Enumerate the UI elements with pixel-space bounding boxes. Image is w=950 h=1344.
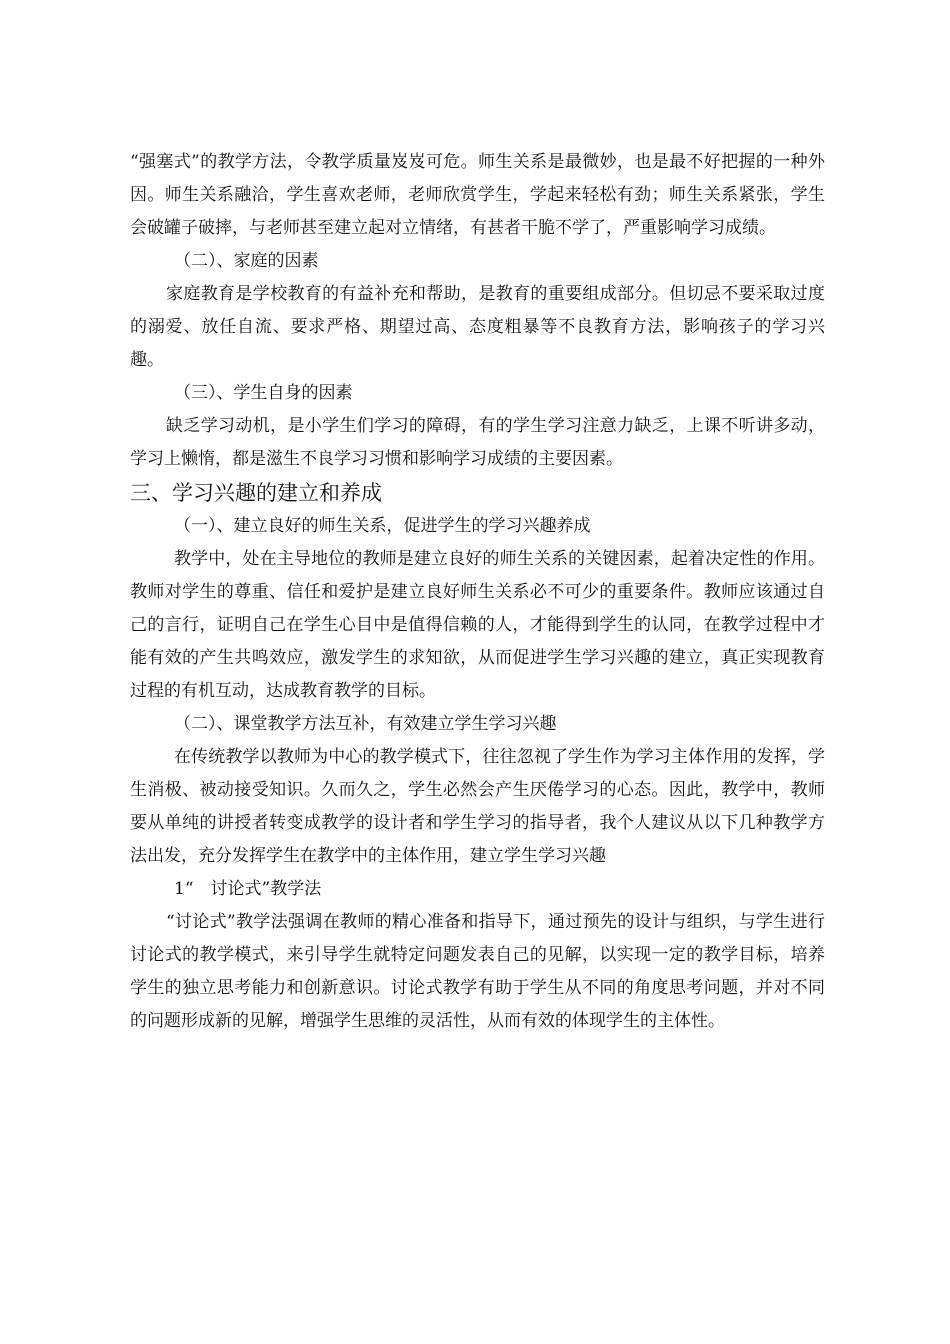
paragraph-discussion-method: “讨论式”教学法强调在教师的精心准备和指导下，通过预先的设计与组织，与学生进行讨论式的教学模式，来引导学生就特定问题发表自己的见解，以实现一定的教学目标，培养学生的独立思考能力和创新意识。讨论式教学有助于学生从不同的角度思考问题，并对不同的问题形成新的见解，增强学生思维的灵活性，从而有效的体现学生的主体性。: [130, 912, 825, 1031]
heading-student-factor: （三）、学生自身的因素: [174, 383, 353, 403]
heading-section-three: 三、学习兴趣的建立和养成: [130, 481, 382, 505]
paragraph-student-motivation: 缺乏学习动机，是小学生们学习的障碍，有的学生学习注意力缺乏，上课不听讲多动，学习上懒惰，都是滋生不良学习习惯和影响学习成绩的主要因素。: [130, 416, 825, 469]
paragraph-relation-building: 教学中，处在主导地位的教师是建立良好的师生关系的关键因素，起着决定性的作用。教师对学生的尊重、信任和爱护是建立良好师生关系必不可少的重要条件。教师应该通过自己的言行，证明自己在学生心目中是值得信赖的人，才能得到学生的认同，在教学过程中才能有效的产生共鸣效应，激发学生的求知欲，从而促进学生学习兴趣的建立，真正实现教育过程的有机互动，达成教育教学的目标。: [130, 549, 825, 701]
paragraph-traditional-teaching: 在传统教学以教师为中心的教学模式下，往往忽视了学生作为学习主体作用的发挥，学生消极、被动接受知识。久而久之，学生必然会产生厌倦学习的心态。因此，教学中，教师要从单纯的讲授者转变成教学的设计者和学生学习的指导者，我个人建议从以下几种教学方法出发，充分发挥学生在教学中的主体作用，建立学生学习兴趣: [130, 747, 825, 866]
heading-family-factor: （二）、家庭的因素: [174, 251, 319, 271]
heading-discussion-method: 1“ 讨论式”教学法: [174, 879, 322, 899]
heading-teacher-student-relation: （一）、建立良好的师生关系，促进学生的学习兴趣养成: [174, 516, 591, 536]
paragraph-teacher-relation: “强塞式”的教学方法，令教学质量岌岌可危。师生关系是最微妙，也是最不好把握的一种外因。师生关系融洽，学生喜欢老师，老师欣赏学生，学起来轻松有劲；师生关系紧张，学生会破罐子破摔，与老师甚至建立起对立情绪，有甚者干脆不学了，严重影响学习成绩。: [130, 152, 825, 238]
heading-teaching-methods: （二）、课堂教学方法互补，有效建立学生学习兴趣: [174, 714, 557, 734]
document-body: [130, 146, 825, 1038]
paragraph-family-education: 家庭教育是学校教育的有益补充和帮助，是教育的重要组成部分。但切忌不要采取过度的溺爱、放任自流、要求严格、期望过高、态度粗暴等不良教育方法，影响孩子的学习兴趣。: [130, 284, 825, 370]
